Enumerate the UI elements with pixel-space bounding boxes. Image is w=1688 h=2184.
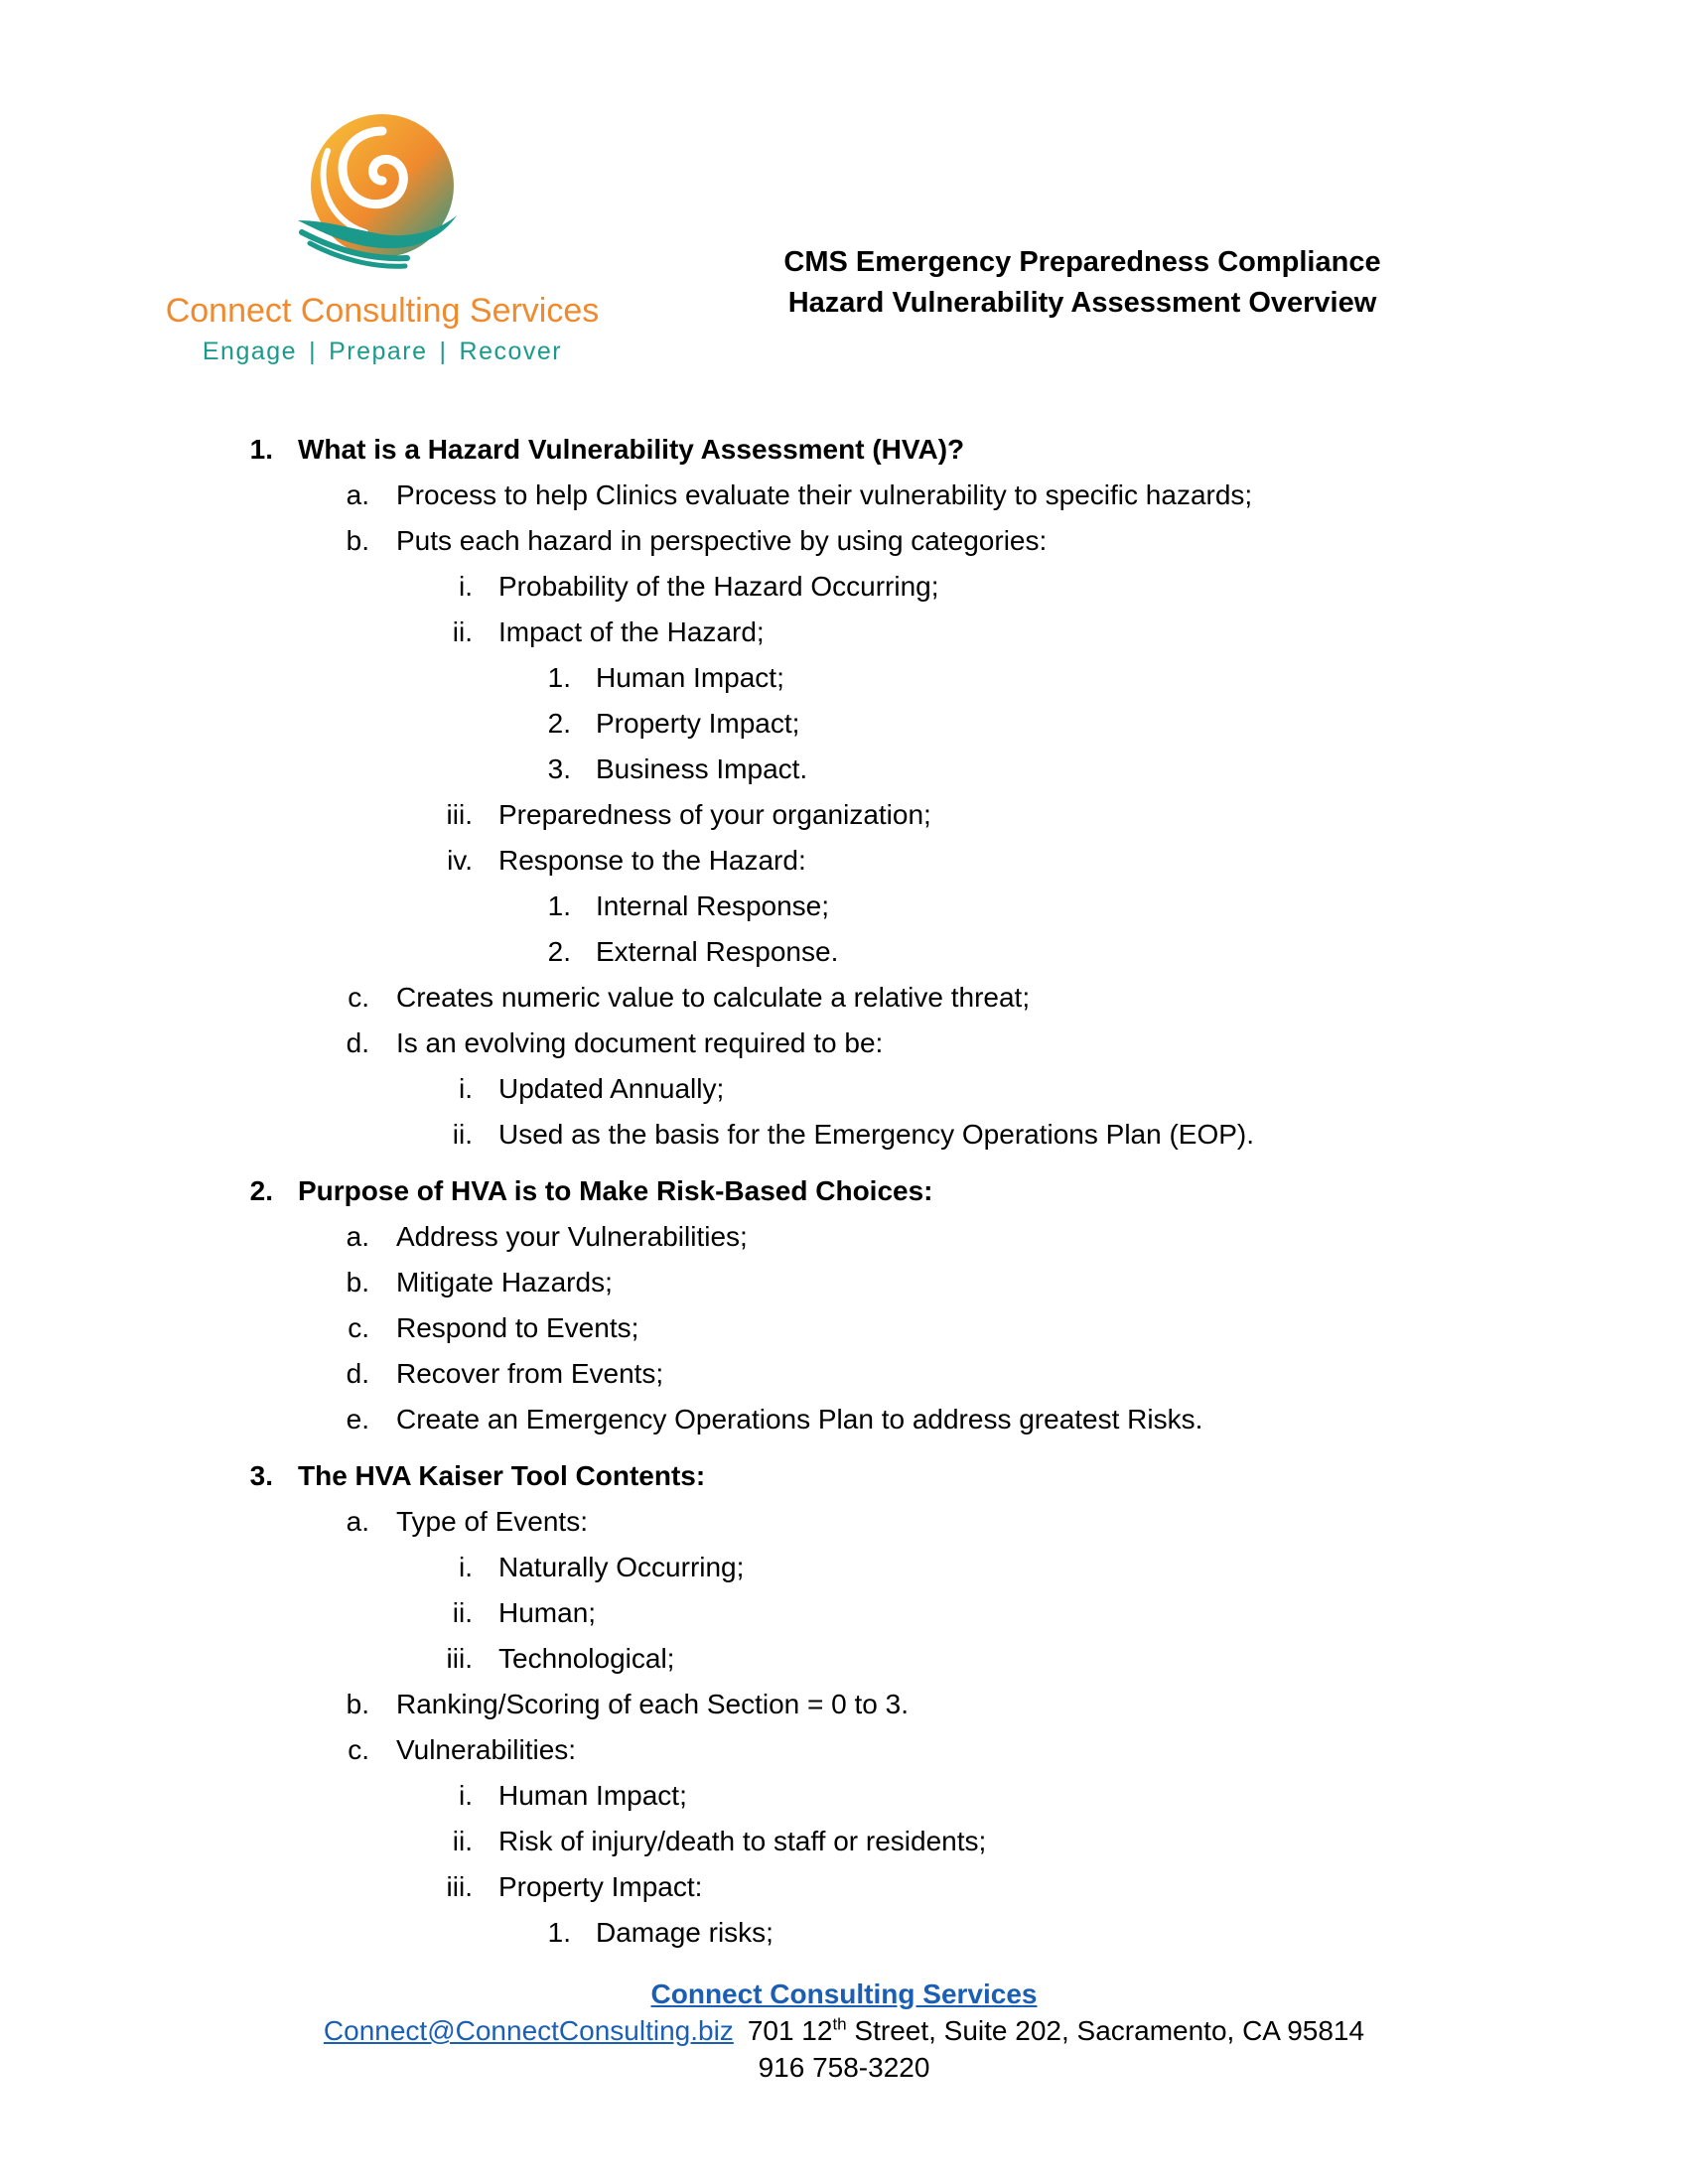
list-marker: d. [346, 1358, 369, 1389]
list-text: Human Impact; [596, 662, 784, 693]
title-line-1: CMS Emergency Preparedness Compliance [783, 246, 1381, 278]
list-item [0, 564, 1688, 610]
list-marker: d. [346, 1027, 369, 1058]
list-marker: c. [348, 1734, 369, 1765]
list-marker: iii. [446, 1871, 473, 1902]
list-marker: ii. [452, 1826, 473, 1856]
list-marker: 1. [547, 1917, 571, 1948]
section-heading [0, 1168, 1688, 1214]
list-marker: i. [459, 1552, 473, 1582]
list-item [0, 1682, 1688, 1727]
list-marker: 1. [547, 890, 571, 921]
list-text: Creates numeric value to calculate a relative threat; [396, 982, 1031, 1013]
list-text: Type of Events: [396, 1506, 588, 1537]
list-text: Respond to Events; [396, 1312, 639, 1343]
tagline-prepare: Prepare [329, 338, 428, 365]
list-item [0, 701, 1688, 747]
list-item [0, 1910, 1688, 1956]
list-item [0, 1773, 1688, 1819]
list-marker: a. [346, 1506, 369, 1537]
list-item [0, 929, 1688, 975]
tagline-separator: | [439, 338, 448, 365]
list-text: Updated Annually; [498, 1073, 725, 1104]
list-text: Purpose of HVA is to Make Risk-Based Choices: [298, 1175, 933, 1206]
list-item [0, 1636, 1688, 1682]
list-item [0, 1112, 1688, 1158]
list-text: What is a Hazard Vulnerability Assessment (HVA)? [298, 434, 965, 465]
footer-company-link[interactable]: Connect Consulting Services [650, 1979, 1038, 2009]
list-text: Human Impact; [498, 1780, 687, 1811]
outline-list [0, 427, 1688, 1956]
list-marker: iv. [447, 845, 473, 876]
section-heading [0, 1453, 1688, 1499]
list-text: Technological; [498, 1643, 675, 1674]
footer [0, 1976, 1688, 2086]
wave-hand-logo-icon [288, 111, 467, 270]
list-item [0, 1545, 1688, 1590]
list-text: Business Impact. [596, 753, 808, 784]
company-name: Connect Consulting Services [165, 292, 600, 330]
list-item [0, 884, 1688, 929]
list-marker: 2. [547, 708, 571, 739]
list-text: The HVA Kaiser Tool Contents: [298, 1460, 706, 1491]
list-text: Address your Vulnerabilities; [396, 1221, 748, 1252]
list-marker: ii. [452, 616, 473, 647]
document-title [765, 242, 1400, 324]
list-marker: 3. [547, 753, 571, 784]
list-item [0, 747, 1688, 792]
list-text: Puts each hazard in perspective by using categories: [396, 525, 1048, 556]
list-marker: 2. [547, 936, 571, 967]
list-marker: i. [459, 1780, 473, 1811]
list-item [0, 1819, 1688, 1864]
list-item [0, 1864, 1688, 1910]
list-item [0, 1260, 1688, 1305]
list-item [0, 1590, 1688, 1636]
list-marker: 1. [249, 434, 273, 465]
list-text: Property Impact: [498, 1871, 703, 1902]
footer-address: 701 12th Street, Suite 202, Sacramento, CA 95814 [747, 2014, 1365, 2046]
tagline-separator: | [309, 338, 318, 365]
list-marker: b. [346, 1689, 369, 1719]
list-text: Is an evolving document required to be: [396, 1027, 884, 1058]
footer-email-link[interactable]: Connect@ConnectConsulting.biz [323, 2015, 734, 2046]
list-marker: 1. [547, 662, 571, 693]
list-marker: a. [346, 1221, 369, 1252]
list-marker: ii. [452, 1119, 473, 1150]
list-item [0, 1214, 1688, 1260]
list-text: Impact of the Hazard; [498, 616, 765, 647]
list-item [0, 473, 1688, 518]
list-text: Mitigate Hazards; [396, 1267, 613, 1297]
footer-phone: 916 758-3220 [758, 2052, 930, 2083]
tagline-engage: Engage [202, 338, 298, 365]
list-marker: 3. [249, 1460, 273, 1491]
list-text: Response to the Hazard: [498, 845, 806, 876]
list-item [0, 1727, 1688, 1773]
list-marker: e. [346, 1404, 369, 1434]
list-text: External Response. [596, 936, 839, 967]
list-text: Internal Response; [596, 890, 830, 921]
section-gap [0, 1158, 1688, 1168]
list-item [0, 975, 1688, 1021]
list-text: Recover from Events; [396, 1358, 664, 1389]
list-item [0, 838, 1688, 884]
section-gap [0, 1442, 1688, 1453]
list-marker: i. [459, 1073, 473, 1104]
list-item [0, 1351, 1688, 1397]
company-tagline [149, 338, 616, 366]
list-marker: iii. [446, 1643, 473, 1674]
list-item [0, 1397, 1688, 1442]
list-marker: b. [346, 525, 369, 556]
list-marker: a. [346, 479, 369, 510]
list-text: Damage risks; [596, 1917, 774, 1948]
list-marker: b. [346, 1267, 369, 1297]
footer-contact-line [0, 2012, 1688, 2049]
list-text: Used as the basis for the Emergency Operations Plan (EOP). [498, 1119, 1255, 1150]
list-marker: iii. [446, 799, 473, 830]
section-heading [0, 427, 1688, 473]
list-text: Naturally Occurring; [498, 1552, 745, 1582]
list-item [0, 1305, 1688, 1351]
list-text: Property Impact; [596, 708, 800, 739]
list-item [0, 610, 1688, 655]
list-marker: ii. [452, 1597, 473, 1628]
list-text: Vulnerabilities: [396, 1734, 577, 1765]
list-item [0, 518, 1688, 564]
list-marker: c. [348, 982, 369, 1013]
list-item [0, 1021, 1688, 1066]
list-marker: i. [459, 571, 473, 602]
list-item [0, 792, 1688, 838]
tagline-recover: Recover [459, 338, 563, 365]
list-text: Create an Emergency Operations Plan to address greatest Risks. [396, 1404, 1203, 1434]
list-text: Ranking/Scoring of each Section = 0 to 3. [396, 1689, 909, 1719]
list-text: Human; [498, 1597, 597, 1628]
list-item [0, 1066, 1688, 1112]
list-item [0, 1499, 1688, 1545]
list-text: Risk of injury/death to staff or residents; [498, 1826, 987, 1856]
list-text: Preparedness of your organization; [498, 799, 931, 830]
list-text: Process to help Clinics evaluate their vulnerability to specific hazards; [396, 479, 1253, 510]
list-text: Probability of the Hazard Occurring; [498, 571, 939, 602]
list-item [0, 655, 1688, 701]
list-marker: c. [348, 1312, 369, 1343]
company-logo [149, 111, 616, 369]
title-line-2: Hazard Vulnerability Assessment Overview [787, 287, 1377, 319]
list-marker: 2. [249, 1175, 273, 1206]
